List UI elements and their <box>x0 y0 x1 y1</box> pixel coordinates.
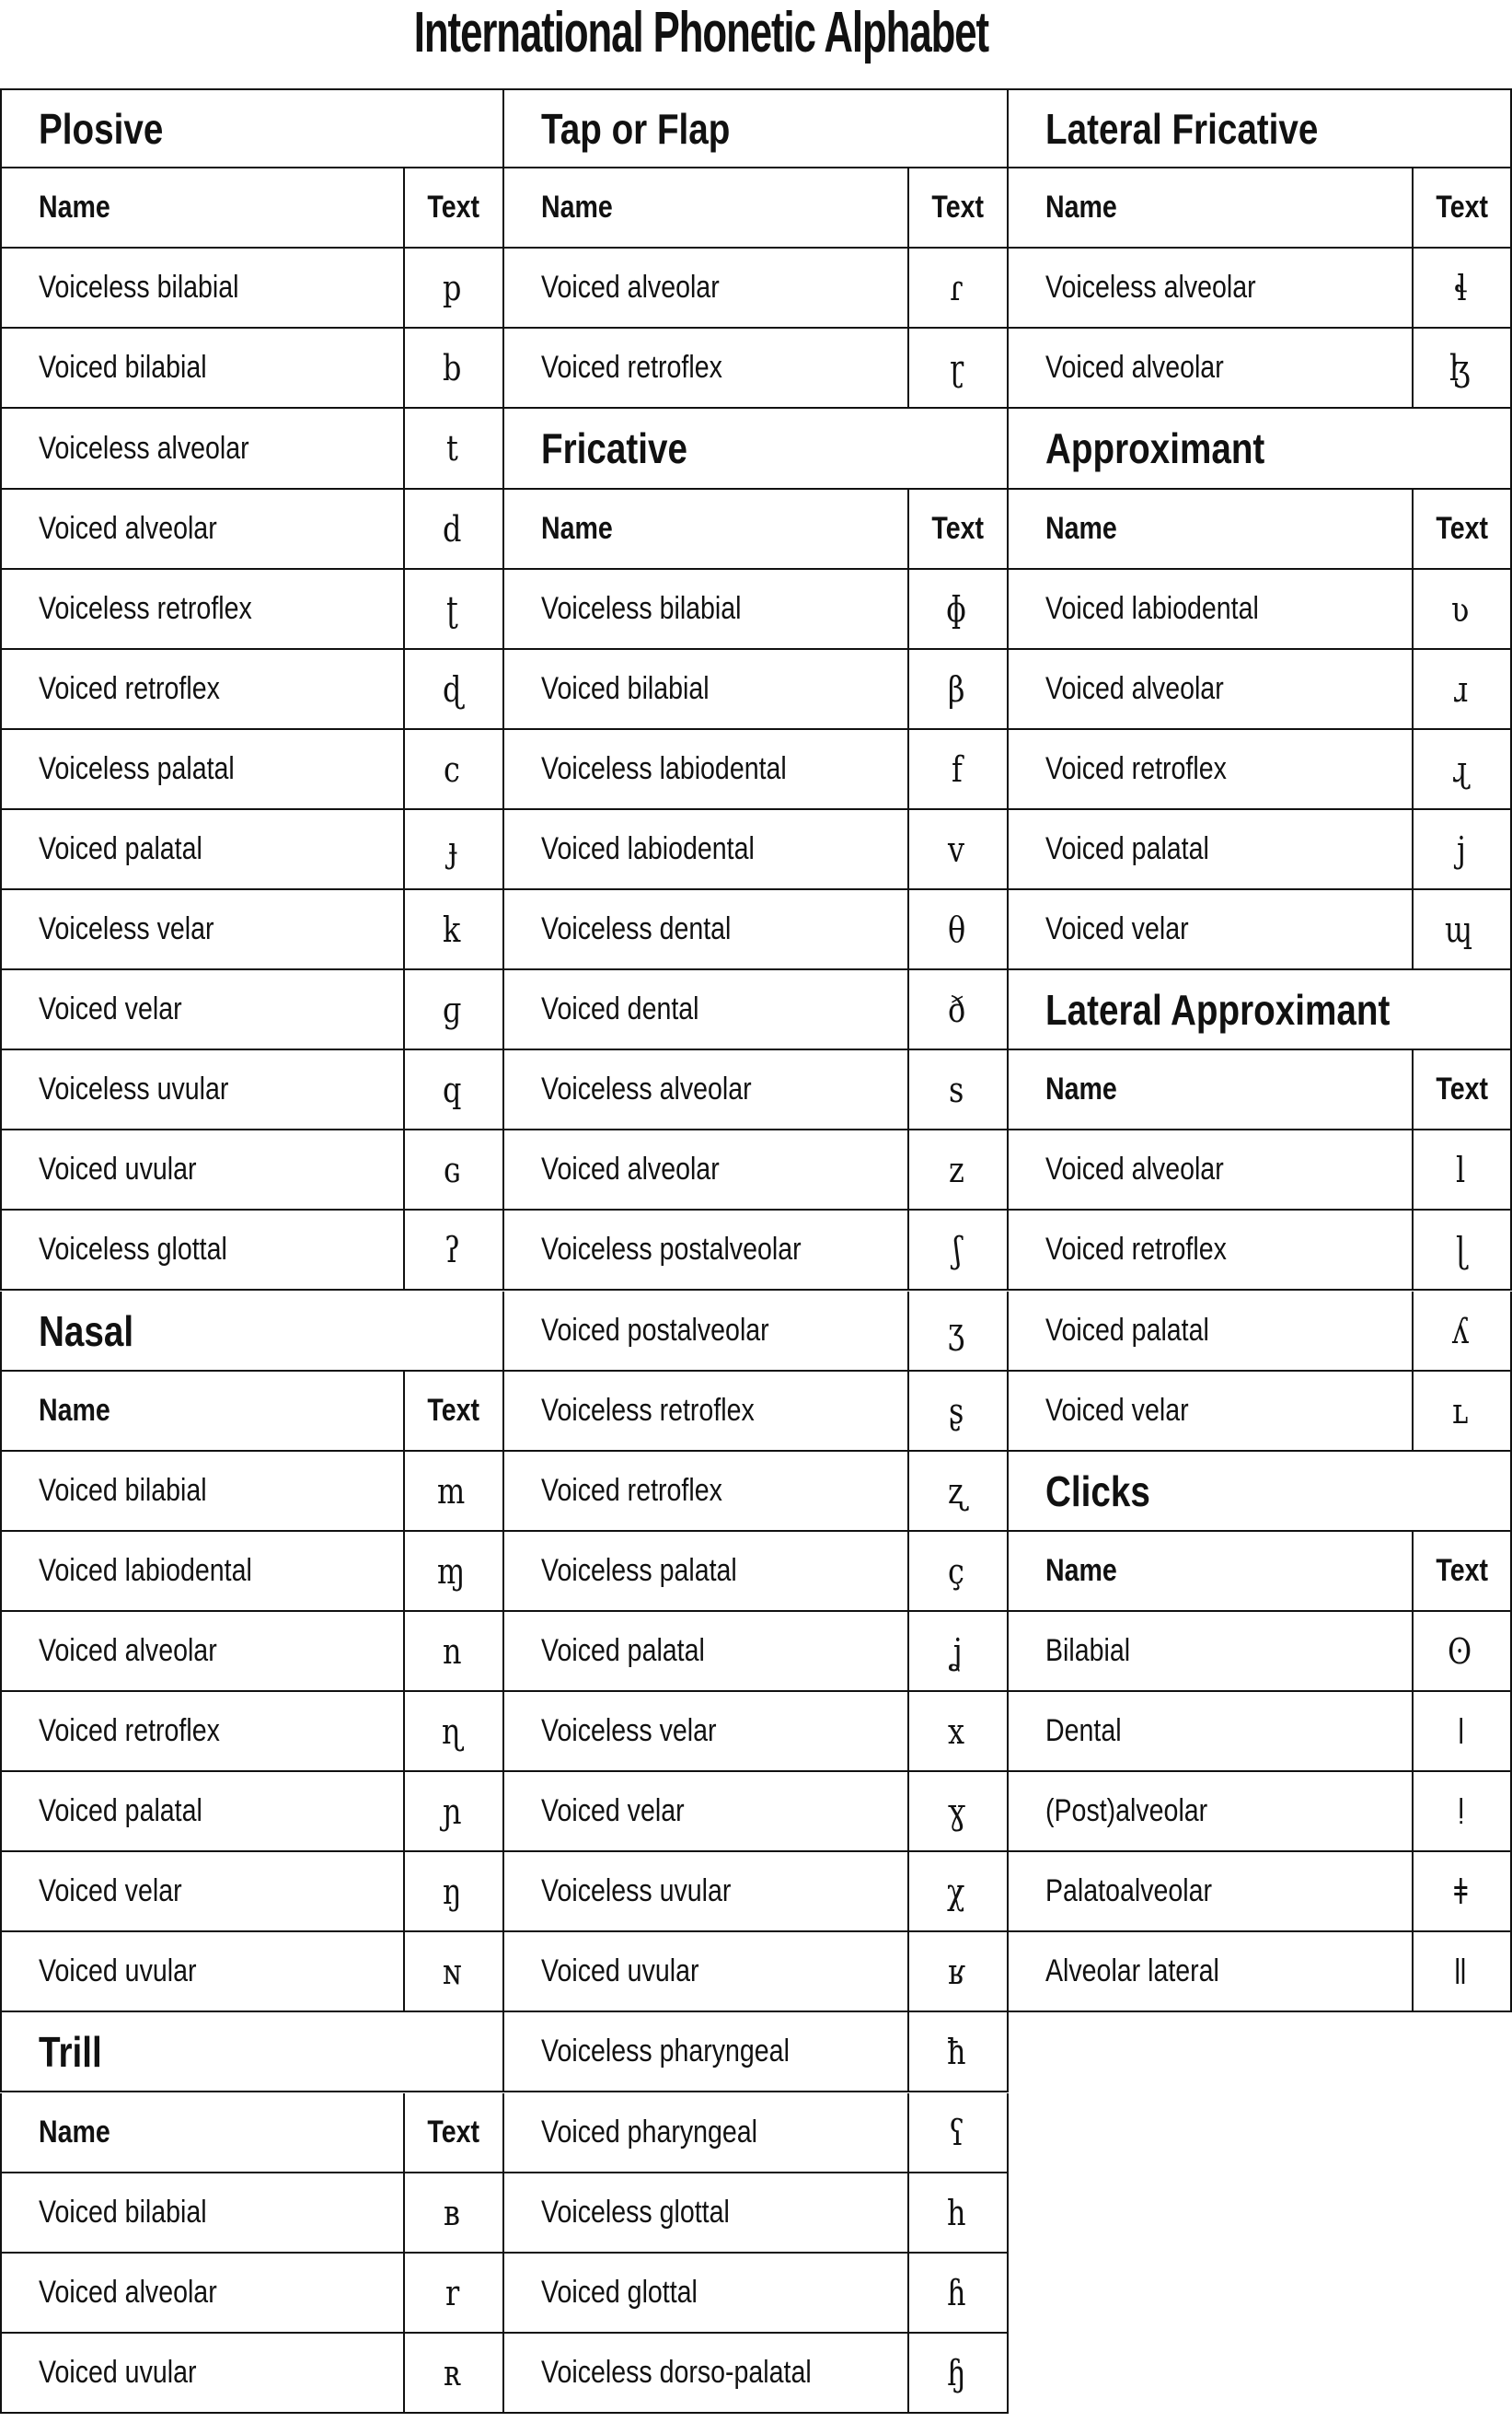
sound-name: Voiced bilabial <box>0 2173 405 2254</box>
section-title-nasal: Nasal <box>0 1292 504 1372</box>
sound-name: Voiced alveolar <box>0 490 405 570</box>
ipa-symbol: ǀ <box>1414 1692 1512 1772</box>
ipa-symbol: f <box>909 730 1009 810</box>
sound-name: Voiced palatal <box>1009 1292 1414 1372</box>
sound-name: Voiceless dorso-palatal <box>504 2334 909 2414</box>
sound-name: Voiceless velar <box>504 1692 909 1772</box>
sound-name: Voiceless retroflex <box>0 570 405 650</box>
ipa-symbol: ʋ <box>1414 570 1512 650</box>
ipa-symbol: ʝ <box>909 1612 1009 1692</box>
column-header-text: Text <box>1414 168 1512 249</box>
section-title-clicks: Clicks <box>1009 1452 1512 1532</box>
sound-name: Voiceless postalveolar <box>504 1211 909 1291</box>
ipa-symbol: ʁ <box>909 1932 1009 2012</box>
sound-name: Voiced alveolar <box>1009 329 1414 409</box>
ipa-symbol: m <box>405 1452 504 1532</box>
ipa-symbol: ɱ <box>405 1532 504 1612</box>
section-title-plosive: Plosive <box>0 88 504 168</box>
ipa-symbol: c <box>405 730 504 810</box>
ipa-symbol: ɳ <box>405 1692 504 1772</box>
sound-name: Voiced retroflex <box>0 650 405 730</box>
ipa-symbol: ɮ <box>1414 329 1512 409</box>
sound-name: Voiced pharyngeal <box>504 2093 909 2173</box>
ipa-symbol: ɢ <box>405 1130 504 1211</box>
ipa-symbol: ç <box>909 1532 1009 1612</box>
sound-name: Voiced uvular <box>504 1932 909 2012</box>
ipa-symbol: ʔ <box>405 1211 504 1291</box>
sound-name: Voiced bilabial <box>0 1452 405 1532</box>
sound-name: Voiceless labiodental <box>504 730 909 810</box>
sound-name: Voiced alveolar <box>504 249 909 329</box>
sound-name: Voiceless alveolar <box>0 409 405 490</box>
ipa-symbol: ŋ <box>405 1852 504 1932</box>
ipa-symbol: r <box>405 2254 504 2334</box>
ipa-symbol: ħ <box>909 2012 1009 2092</box>
ipa-symbol: χ <box>909 1852 1009 1932</box>
sound-name: Voiceless uvular <box>504 1852 909 1932</box>
ipa-symbol: ʒ <box>909 1292 1009 1372</box>
sound-name: Voiced retroflex <box>504 1452 909 1532</box>
ipa-symbol: k <box>405 890 504 970</box>
ipa-symbol: ʈ <box>405 570 504 650</box>
ipa-symbol: q <box>405 1050 504 1130</box>
sound-name: Voiced retroflex <box>0 1692 405 1772</box>
column-header-name: Name <box>1009 1532 1414 1612</box>
ipa-symbol: s <box>909 1050 1009 1130</box>
column-header-name: Name <box>0 2093 405 2173</box>
ipa-symbol: ɴ <box>405 1932 504 2012</box>
sound-name: Voiced retroflex <box>504 329 909 409</box>
sound-name: Voiceless uvular <box>0 1050 405 1130</box>
column-header-name: Name <box>1009 490 1414 570</box>
sound-name: (Post)alveolar <box>1009 1772 1414 1852</box>
sound-name: Voiceless glottal <box>0 1211 405 1291</box>
section-title-tap-or-flap: Tap or Flap <box>504 88 1009 168</box>
ipa-symbol: ɽ <box>909 329 1009 409</box>
sound-name: Voiced alveolar <box>504 1130 909 1211</box>
sound-name: Voiced alveolar <box>0 2254 405 2334</box>
sound-name: Voiced bilabial <box>504 650 909 730</box>
ipa-symbol: ʟ <box>1414 1372 1512 1452</box>
column-header-text: Text <box>909 490 1009 570</box>
ipa-symbol: ɧ <box>909 2334 1009 2414</box>
ipa-symbol: ʃ <box>909 1211 1009 1291</box>
sound-name: Voiceless retroflex <box>504 1372 909 1452</box>
ipa-symbol: ǂ <box>1414 1852 1512 1932</box>
ipa-symbol: p <box>405 249 504 329</box>
sound-name: Voiced palatal <box>504 1612 909 1692</box>
ipa-symbol: ɸ <box>909 570 1009 650</box>
ipa-symbol: z <box>909 1130 1009 1211</box>
ipa-symbol: ɲ <box>405 1772 504 1852</box>
ipa-symbol: l <box>1414 1130 1512 1211</box>
column-header-text: Text <box>1414 490 1512 570</box>
sound-name: Voiced alveolar <box>1009 650 1414 730</box>
ipa-symbol: d <box>405 490 504 570</box>
section-title-approximant: Approximant <box>1009 409 1512 490</box>
sound-name: Voiced velar <box>504 1772 909 1852</box>
ipa-symbol: ʐ <box>909 1452 1009 1532</box>
ipa-symbol: ʀ <box>405 2334 504 2414</box>
sound-name: Voiced postalveolar <box>504 1292 909 1372</box>
sound-name: Voiceless alveolar <box>1009 249 1414 329</box>
column-header-name: Name <box>504 490 909 570</box>
sound-name: Voiced dental <box>504 970 909 1050</box>
ipa-symbol: t <box>405 409 504 490</box>
ipa-symbol: ʕ <box>909 2093 1009 2173</box>
sound-name: Voiced labiodental <box>0 1532 405 1612</box>
ipa-symbol: ɹ <box>1414 650 1512 730</box>
column-header-text: Text <box>909 168 1009 249</box>
column-header-text: Text <box>1414 1050 1512 1130</box>
ipa-symbol: ǁ <box>1414 1932 1512 2012</box>
ipa-symbol: n <box>405 1612 504 1692</box>
sound-name: Voiced palatal <box>0 810 405 890</box>
sound-name: Voiceless bilabial <box>504 570 909 650</box>
section-title-lateral-fricative: Lateral Fricative <box>1009 88 1512 168</box>
ipa-symbol: v <box>909 810 1009 890</box>
page-title: International Phonetic Alphabet <box>413 1 989 64</box>
column-header-text: Text <box>405 2093 504 2173</box>
sound-name: Voiceless bilabial <box>0 249 405 329</box>
column-header-name: Name <box>0 168 405 249</box>
sound-name: Voiceless palatal <box>0 730 405 810</box>
column-header-text: Text <box>405 1372 504 1452</box>
ipa-symbol: ɰ <box>1414 890 1512 970</box>
column-header-name: Name <box>504 168 909 249</box>
ipa-symbol: ɬ <box>1414 249 1512 329</box>
ipa-symbol: ð <box>909 970 1009 1050</box>
sound-name: Voiced velar <box>1009 1372 1414 1452</box>
sound-name: Voiceless pharyngeal <box>504 2012 909 2092</box>
ipa-symbol: x <box>909 1692 1009 1772</box>
sound-name: Voiceless dental <box>504 890 909 970</box>
sound-name: Voiceless palatal <box>504 1532 909 1612</box>
sound-name: Voiced uvular <box>0 1130 405 1211</box>
section-title-lateral-approximant: Lateral Approximant <box>1009 970 1512 1050</box>
sound-name: Voiceless alveolar <box>504 1050 909 1130</box>
sound-name: Bilabial <box>1009 1612 1414 1692</box>
ipa-symbol: ɣ <box>909 1772 1009 1852</box>
sound-name: Voiced uvular <box>0 1932 405 2012</box>
sound-name: Voiced retroflex <box>1009 1211 1414 1291</box>
section-title-fricative: Fricative <box>504 409 1009 490</box>
sound-name: Voiced retroflex <box>1009 730 1414 810</box>
ipa-symbol: β <box>909 650 1009 730</box>
ipa-symbol: ʂ <box>909 1372 1009 1452</box>
sound-name: Voiced velar <box>0 1852 405 1932</box>
sound-name: Voiceless velar <box>0 890 405 970</box>
ipa-symbol: ɻ <box>1414 730 1512 810</box>
sound-name: Voiced uvular <box>0 2334 405 2414</box>
sound-name: Voiced palatal <box>0 1772 405 1852</box>
sound-name: Voiced alveolar <box>1009 1130 1414 1211</box>
sound-name: Voiced velar <box>0 970 405 1050</box>
sound-name: Voiced alveolar <box>0 1612 405 1692</box>
ipa-symbol: h <box>909 2173 1009 2254</box>
ipa-symbol: ǃ <box>1414 1772 1512 1852</box>
sound-name: Palatoalveolar <box>1009 1852 1414 1932</box>
ipa-table <box>0 88 1512 2422</box>
column-header-name: Name <box>1009 168 1414 249</box>
ipa-symbol: ɡ <box>405 970 504 1050</box>
ipa-symbol: ɾ <box>909 249 1009 329</box>
ipa-symbol: b <box>405 329 504 409</box>
ipa-symbol: ʘ <box>1414 1612 1512 1692</box>
ipa-symbol: ɭ <box>1414 1211 1512 1291</box>
section-title-trill: Trill <box>0 2012 504 2092</box>
ipa-symbol: ɦ <box>909 2254 1009 2334</box>
sound-name: Dental <box>1009 1692 1414 1772</box>
ipa-symbol: ɖ <box>405 650 504 730</box>
column-header-text: Text <box>405 168 504 249</box>
ipa-symbol: j <box>1414 810 1512 890</box>
ipa-symbol: ɟ <box>405 810 504 890</box>
sound-name: Voiceless glottal <box>504 2173 909 2254</box>
sound-name: Voiced glottal <box>504 2254 909 2334</box>
column-header-name: Name <box>1009 1050 1414 1130</box>
ipa-symbol: ʎ <box>1414 1292 1512 1372</box>
ipa-symbol: θ <box>909 890 1009 970</box>
column-header-text: Text <box>1414 1532 1512 1612</box>
sound-name: Voiced velar <box>1009 890 1414 970</box>
column-header-name: Name <box>0 1372 405 1452</box>
sound-name: Alveolar lateral <box>1009 1932 1414 2012</box>
ipa-symbol: ʙ <box>405 2173 504 2254</box>
sound-name: Voiced bilabial <box>0 329 405 409</box>
sound-name: Voiced labiodental <box>1009 570 1414 650</box>
sound-name: Voiced palatal <box>1009 810 1414 890</box>
sound-name: Voiced labiodental <box>504 810 909 890</box>
